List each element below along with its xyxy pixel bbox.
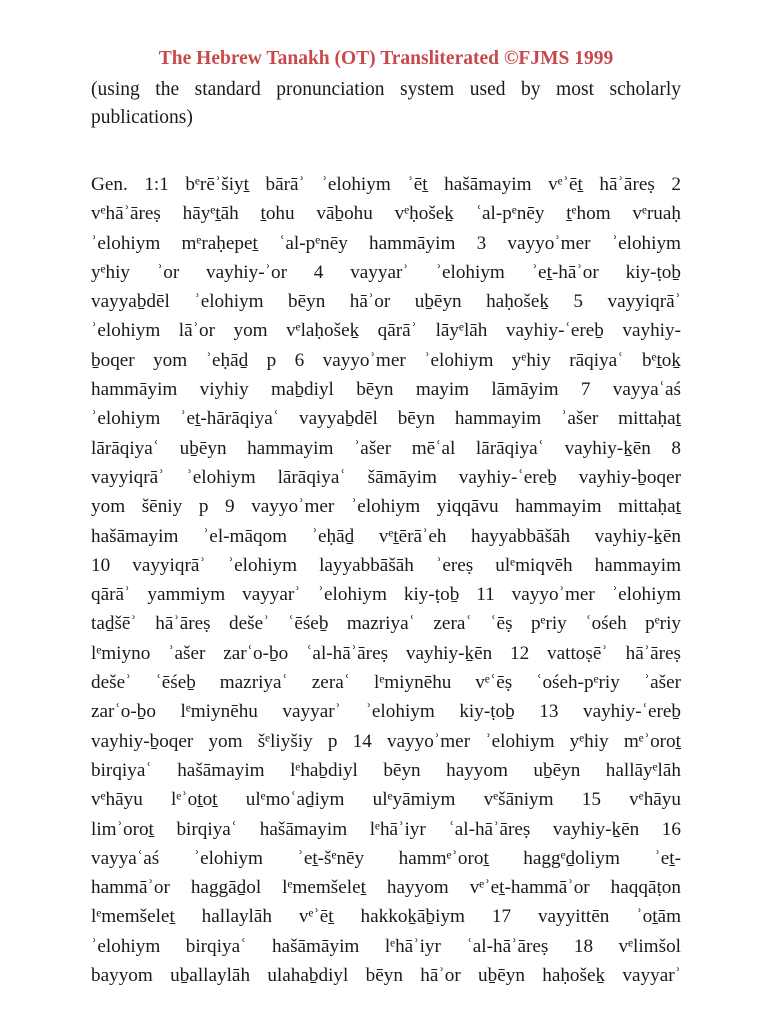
text-line: Gen. 1:1 bᵉrēʾšiyṯ bārāʾ ʾelohiym ʾēṯ hašāmayim vᵉʾēṯ hāʾāreṣ 2	[91, 174, 681, 195]
text-line: hašāmayim ʾel-māqom ʾeḥāḏ vᵉṯērāʾeh hayyabbāšāh vayhiy-ḵēn	[91, 525, 681, 547]
text-line: birqiyaʿ hašāmayim lᵉhaḇdiyl bēyn hayyom uḇēyn hallāyᵉlāh	[91, 759, 681, 781]
text-line: limʾoroṯ birqiyaʿ hašāmayim lᵉhāʾiyr ʿal-hāʾāreṣ vayhiy-ḵēn 16	[91, 818, 681, 840]
document-subtitle: (using the standard pronunciation system used by most scholarly publications)	[91, 79, 681, 128]
text-line: zarʿo-ḇo lᵉmiynēhu vayyarʾ ʾelohiym kiy-ṭoḇ 13 vayhiy-ʿereḇ	[91, 701, 681, 723]
text-line: taḏšēʾ hāʾāreṣ dešeʾ ʿēśeḇ mazriyaʿ zeraʿ ʿēṣ pᵉriy ʿośeh pᵉriy	[91, 613, 681, 635]
text-line: vayhiy-ḇoqer yom šᵉliyšiy p 14 vayyoʾmer ʾelohiym yᵉhiy mᵉʾoroṯ	[91, 730, 681, 752]
text-line: qārāʾ yammiym vayyarʾ ʾelohiym kiy-ṭoḇ 11 vayyoʾmer ʾelohiym	[91, 584, 681, 606]
text-line: 10 vayyiqrāʾ ʾelohiym layyabbāšāh ʾereṣ ulᵉmiqvēh hammayim	[91, 554, 681, 576]
text-line: bayyom uḇallaylāh ulahaḇdiyl bēyn hāʾor uḇēyn haḥošeḵ vayyarʾ	[91, 965, 681, 987]
document-title: The Hebrew Tanakh (OT) Transliterated ©FJMS 1999	[158, 48, 614, 69]
text-line: yᵉhiy ʾor vayhiy-ʾor 4 vayyarʾ ʾelohiym ʾeṯ-hāʾor kiy-ṭoḇ	[91, 261, 681, 283]
text-line: lārāqiyaʿ uḇēyn hammayim ʾašer mēʿal lārāqiyaʿ vayhiy-ḵēn 8	[91, 437, 681, 459]
text-line: ʾelohiym mᵉraḥepeṯ ʿal-pᵉnēy hammāyim 3 vayyoʾmer ʾelohiym	[91, 232, 681, 254]
text-line: yom šēniy p 9 vayyoʾmer ʾelohiym yiqqāvu hammayim mittaḥaṯ	[91, 496, 681, 518]
text-line: vayyaḇdēl ʾelohiym bēyn hāʾor uḇēyn haḥošeḵ 5 vayyiqrāʾ	[91, 291, 681, 313]
text-line: hammāyim viyhiy maḇdiyl bēyn mayim lāmāyim 7 vayyaʿaś	[91, 379, 681, 401]
transliteration-text	[91, 170, 681, 990]
text-line: vᵉhāyu lᵉʾoṯoṯ ulᵉmoʿaḏiym ulᵉyāmiym vᵉšāniym 15 vᵉhāyu	[91, 789, 681, 811]
text-line: lᵉmemšeleṯ hallaylāh vᵉʾēṯ hakkoḵāḇiym 17 vayyittēn ʾoṯām	[91, 906, 681, 928]
text-line: ʾelohiym ʾeṯ-hārāqiyaʿ vayyaḇdēl bēyn hammayim ʾašer mittaḥaṯ	[91, 408, 681, 430]
text-line: vᵉhāʾāreṣ hāyᵉṯāh ṯohu vāḇohu vᵉḥošeḵ ʿal-pᵉnēy ṯᵉhom vᵉruaḥ	[91, 203, 681, 225]
text-line: ḇoqer yom ʾeḥāḏ p 6 vayyoʾmer ʾelohiym yᵉhiy rāqiyaʿ bᵉṯoḵ	[91, 349, 681, 371]
text-line: lᵉmiyno ʾašer zarʿo-ḇo ʿal-hāʾāreṣ vayhiy-ḵēn 12 vattoṣēʾ hāʾāreṣ	[91, 642, 681, 664]
text-line: vayyaʿaś ʾelohiym ʾeṯ-šᵉnēy hammᵉʾoroṯ haggᵉḏoliym ʾeṯ-	[91, 847, 681, 869]
document-page	[91, 44, 681, 990]
text-line: ʾelohiym lāʾor yom vᵉlaḥošeḵ qārāʾ lāyᵉlāh vayhiy-ʿereḇ vayhiy-	[91, 320, 681, 342]
text-line: ʾelohiym birqiyaʿ hašāmāyim lᵉhāʾiyr ʿal-hāʾāreṣ 18 vᵉlimšol	[91, 935, 681, 957]
text-line: dešeʾ ʿēśeḇ mazriyaʿ zeraʿ lᵉmiynēhu vᵉʿēṣ ʿośeh-pᵉriy ʾašer	[91, 672, 681, 694]
text-line: hammāʾor haggāḏol lᵉmemšeleṯ hayyom vᵉʾeṯ-hammāʾor haqqāṭon	[91, 877, 681, 899]
text-line: vayyiqrāʾ ʾelohiym lārāqiyaʿ šāmāyim vayhiy-ʿereḇ vayhiy-ḇoqer	[91, 466, 681, 488]
